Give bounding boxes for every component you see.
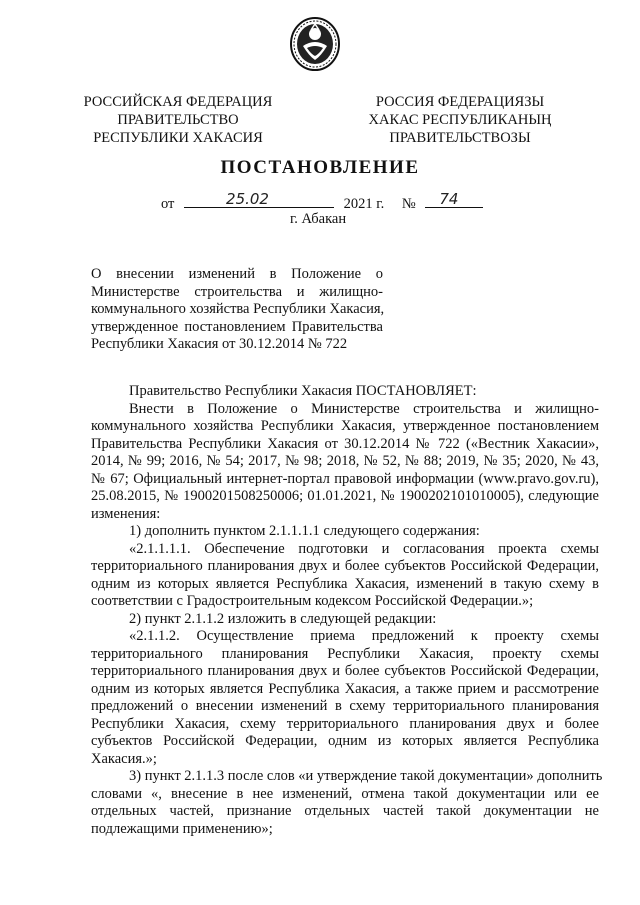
- body-line: 25.08.2015, № 1900201508250006; 01.01.2021, № 1900202101010005), следующие: [91, 488, 599, 504]
- body-line: территориального планирования двух и более субъектов Российской Федерации,: [91, 663, 599, 679]
- date-year: 2021 г.: [343, 196, 385, 212]
- number-field: [425, 192, 483, 208]
- body-line: одним из которых является Республика Хакасия, а также прием и рассмотрение: [91, 680, 599, 697]
- subject-line: Министерстве строительства и жилищно-: [91, 283, 383, 300]
- header-right-line: ПРАВИТЕЛЬСТВОЗЫ: [389, 130, 531, 146]
- date-line: [161, 192, 483, 213]
- body-line: 1) дополнить пунктом 2.1.1.1.1 следующего содержания:: [129, 523, 480, 539]
- header-left-line: РЕСПУБЛИКИ ХАКАСИЯ: [93, 130, 263, 146]
- header-russian: [78, 93, 278, 147]
- number-sign: №: [401, 196, 416, 212]
- body-line: изменения:: [91, 505, 161, 522]
- document-title: ПОСТАНОВЛЕНИЕ: [220, 157, 420, 178]
- date-field: [184, 192, 334, 208]
- body-line: отдельных частей, признание отдельных частей такой документации не: [91, 803, 599, 819]
- republic-emblem-icon: [289, 16, 341, 72]
- body-line: 2) пункт 2.1.1.2 изложить в следующей редакции:: [129, 610, 437, 627]
- subject-line: Республики Хакасия от 30.12.2014 № 722: [91, 336, 348, 352]
- date-prefix: от: [161, 196, 175, 212]
- body-line: «2.1.1.1.1. Обеспечение подготовки и согласования проекта схемы: [129, 540, 599, 557]
- body-line: одним из которых является Республика Хакасия, изменений в такую схему в: [91, 575, 599, 592]
- body-line: Правительства Республики Хакасия от 30.12.2014 № 722 («Вестник Хакасии»,: [91, 435, 599, 452]
- body-line: подлежащими применению»;: [91, 820, 273, 837]
- body-line: Внести в Положение о Министерстве строительства и жилищно-: [129, 400, 599, 417]
- body-line: № 67; Официальный интернет-портал правовой информации (www.pravo.gov.ru),: [91, 470, 599, 487]
- handwritten-number: 74: [439, 190, 459, 208]
- document-body: [91, 383, 603, 838]
- body-line: 3) пункт 2.1.1.3 после слов «и утверждение такой документации» дополнить: [129, 768, 603, 784]
- subject-block: [91, 266, 383, 354]
- body-line: коммунального хозяйства Республики Хакасия, утвержденное постановлением: [91, 418, 599, 434]
- header-right-line: ХАКАС РЕСПУБЛИКАНЫҢ: [368, 112, 552, 128]
- body-line: территориального планирования Республики Хакасия, проекту схемы: [91, 645, 599, 662]
- handwritten-date: 25.02: [226, 190, 269, 208]
- body-line: субъектов Российской Федерации, одним из которых является Республика: [91, 733, 599, 749]
- body-line: «2.1.1.2. Осуществление приема предложений к проекту схемы: [129, 628, 599, 644]
- body-line: соответствии с Градостроительным кодексом Российской Федерации.»;: [91, 593, 534, 609]
- body-line: Правительство Республики Хакасия ПОСТАНОВЛЯЕТ:: [129, 383, 477, 399]
- header-right-line: РОССИЯ ФЕДЕРАЦИЯЗЫ: [375, 94, 545, 110]
- subject-line: О внесении изменений в Положение о: [91, 266, 383, 282]
- header-left-line: РОССИЙСКАЯ ФЕДЕРАЦИЯ: [83, 94, 273, 110]
- subject-line: утвержденное постановлением Правительства: [91, 318, 383, 335]
- body-line: территориального планирования двух и более субъектов Российской Федерации,: [91, 558, 599, 574]
- subject-line: коммунального хозяйства Республики Хакасия,: [91, 301, 385, 317]
- body-line: 2014, № 99; 2016, № 54; 2017, № 98; 2018, № 52, № 88; 2019, № 35; 2020, № 43,: [91, 453, 599, 469]
- body-line: предложений о внесении изменений в схему территориального планирования: [91, 698, 599, 714]
- city: г. Абакан: [290, 211, 347, 227]
- header-khakas: [360, 93, 560, 147]
- body-line: словами «, внесение в нее изменений, отмена такой документации или ее: [91, 785, 599, 802]
- header-left-line: ПРАВИТЕЛЬСТВО: [117, 112, 239, 128]
- body-line: Хакасия.»;: [91, 750, 157, 767]
- body-line: Республики Хакасия, схему территориального планирования двух и более: [91, 715, 599, 732]
